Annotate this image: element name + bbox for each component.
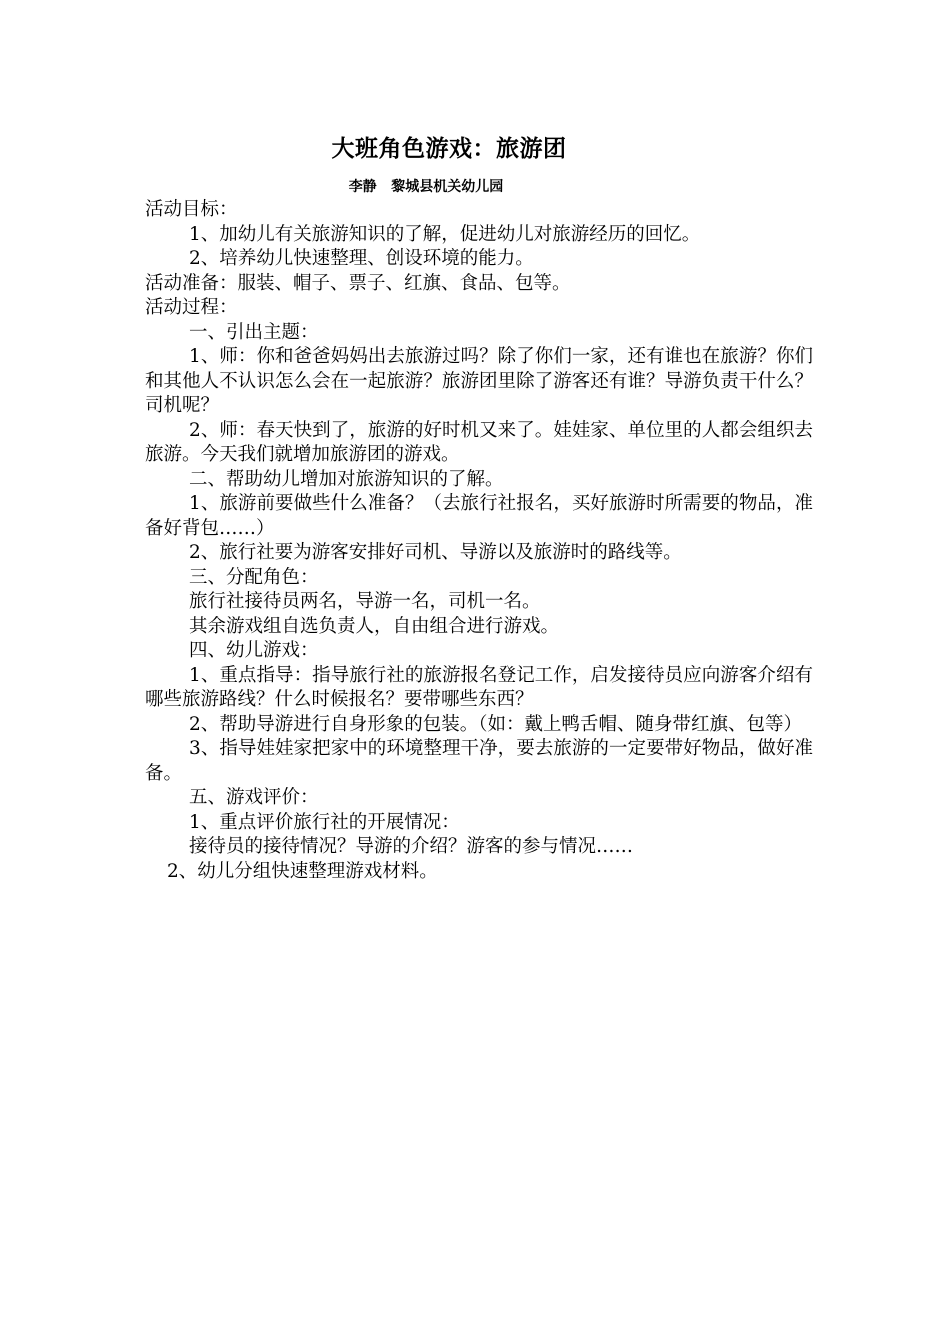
paragraph: 1、师：你和爸爸妈妈出去旅游过吗？除了你们一家，还有谁也在旅游？你们和其他人不认识怎么会在一起旅游？旅游团里除了游客还有谁？导游负责干什么？司机呢？: [145, 346, 813, 416]
document-title: 大班角色游戏：旅游团: [331, 136, 567, 162]
paragraph: 3、指导娃娃家把家中的环境整理干净，要去旅游的一定要带好物品，做好准备。: [145, 738, 813, 784]
paragraph: 一、引出主题：: [189, 321, 319, 343]
paragraph: 1、重点评价旅行社的开展情况：: [189, 811, 460, 833]
paragraph: 四、幼儿游戏：: [189, 640, 319, 661]
paragraph: 旅行社接待员两名，导游一名，司机一名。: [189, 591, 541, 612]
document-body: [145, 198, 813, 884]
paragraph: 1、重点指导：指导旅行社的旅游报名登记工作，启发接待员应向游客介绍有哪些旅游路线？什么时候报名？要带哪些东西？: [145, 664, 813, 710]
paragraph: 活动准备：服装、帽子、票子、红旗、食品、包等。: [145, 272, 571, 294]
paragraph: 接待员的接待情况？导游的介绍？游客的参与情况……: [189, 836, 634, 857]
paragraph: 2、帮助导游进行自身形象的包装。（如：戴上鸭舌帽、随身带红旗、包等）: [189, 713, 803, 735]
author-byline: 李静 黎城县机关幼儿园: [348, 179, 504, 195]
paragraph: 1、加幼儿有关旅游知识的了解，促进幼儿对旅游经历的回忆。: [189, 223, 701, 245]
paragraph: 三、分配角色：: [189, 566, 319, 588]
paragraph: 2、幼儿分组快速整理游戏材料。: [167, 860, 438, 882]
paragraph: 2、师：春天快到了，旅游的好时机又来了。娃娃家、单位里的人都会组织去旅游。今天我们就增加旅游团的游戏。: [145, 419, 813, 465]
paragraph: 五、游戏评价：: [189, 787, 319, 808]
paragraph: 2、旅行社要为游客安排好司机、导游以及旅游时的路线等。: [189, 542, 682, 563]
paragraph: 其余游戏组自选负责人，自由组合进行游戏。: [189, 615, 560, 637]
paragraph: 活动目标：: [145, 199, 238, 220]
paragraph: 1、旅游前要做些什么准备？（去旅行社报名，买好旅游时所需要的物品，准备好背包……）: [145, 493, 813, 539]
paragraph: 2、培养幼儿快速整理、创设环境的能力。: [189, 248, 534, 269]
paragraph: 二、帮助幼儿增加对旅游知识的了解。: [189, 468, 504, 490]
paragraph: 活动过程：: [145, 297, 238, 318]
